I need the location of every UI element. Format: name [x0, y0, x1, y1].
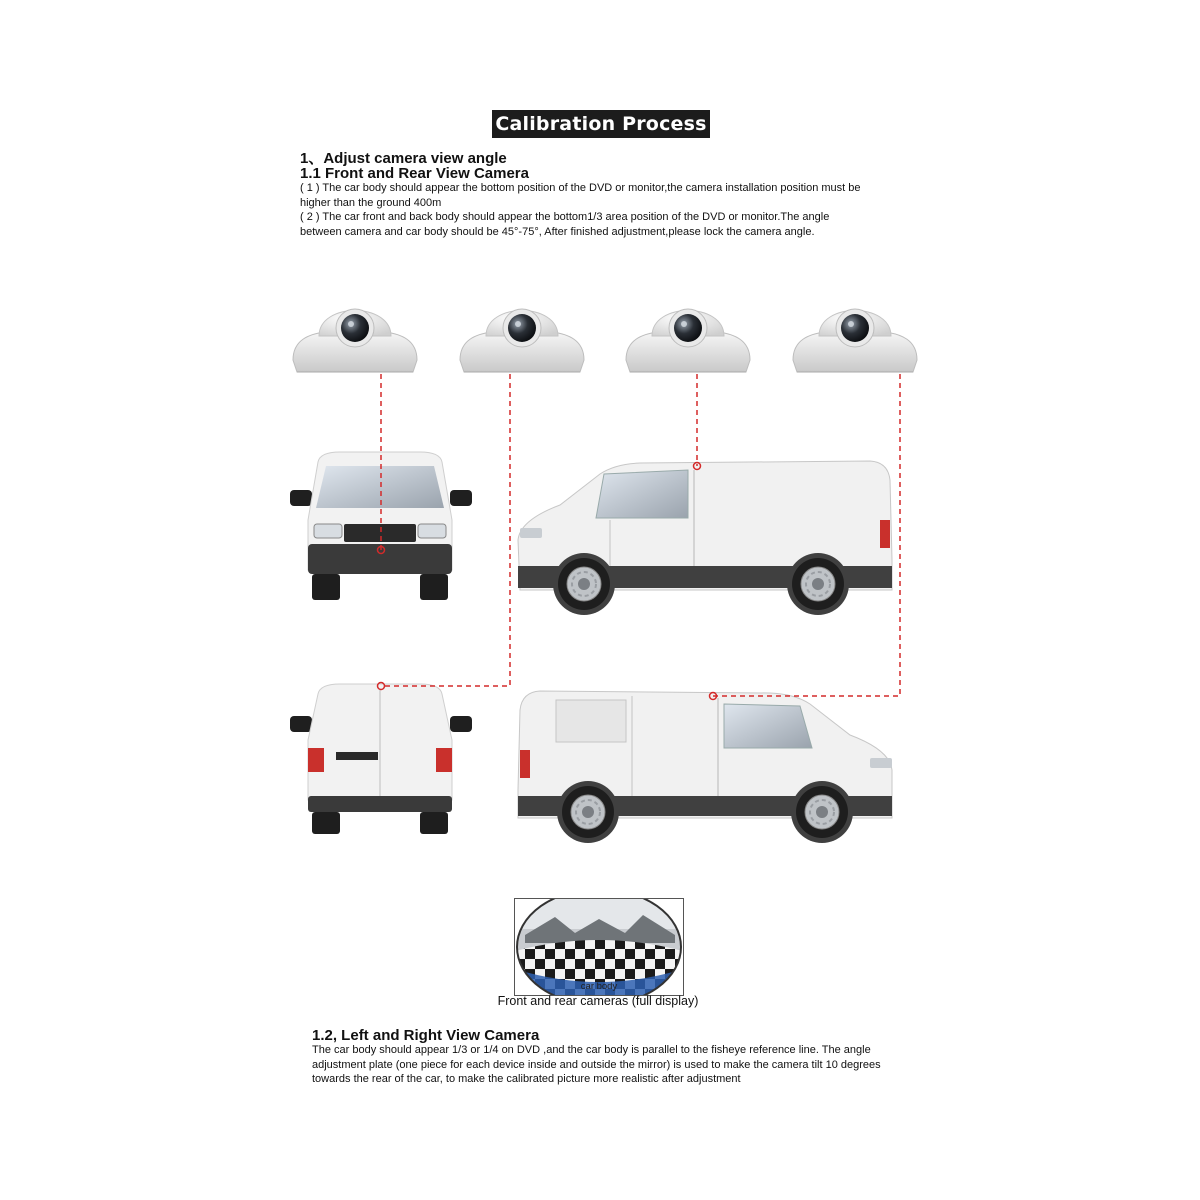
- instruction-line: adjustment plate (one piece for each device inside and outside the mirror) is used to make the camera tilt 10 degrees: [312, 1058, 881, 1071]
- instruction-line: ( 1 ) The car body should appear the bottom position of the DVD or monitor,the camera installation position must be: [300, 182, 861, 194]
- dome-camera-icon: [460, 309, 584, 372]
- instruction-line: higher than the ground 400m: [300, 196, 442, 209]
- preview-caption: Front and rear cameras (full display): [497, 994, 699, 1008]
- instruction-line: between camera and car body should be 45°-75°, After finished adjustment,please lock the camera angle.: [300, 225, 815, 238]
- van-side-icon: [518, 461, 892, 615]
- subsection-heading: 1.1 Front and Rear View Camera: [300, 165, 529, 182]
- fisheye-preview-icon: [514, 898, 684, 996]
- dome-camera-icon: [626, 309, 750, 372]
- page-title: Calibration Process: [492, 110, 710, 138]
- instruction-line: ( 2 ) The car front and back body should appear the bottom1/3 area position of the DVD or monitor.The angle: [300, 211, 830, 223]
- dome-camera-icon: [793, 309, 917, 372]
- van-side-icon: [518, 691, 892, 843]
- dome-camera-icon: [293, 309, 417, 372]
- section-left-right: [312, 1028, 932, 1087]
- instruction-line: The car body should appear 1/3 or 1/4 on DVD ,and the car body is parallel to the fisheye reference line. The angle: [312, 1044, 871, 1056]
- overlay-label: car body: [580, 981, 618, 992]
- van-rear-icon: [290, 684, 472, 834]
- instruction-line: towards the rear of the car, to make the calibrated picture more realistic after adjustment: [312, 1073, 741, 1085]
- section-heading: 1、Adjust camera view angle: [300, 150, 507, 167]
- section-heading: 1.2, Left and Right View Camera: [312, 1027, 540, 1044]
